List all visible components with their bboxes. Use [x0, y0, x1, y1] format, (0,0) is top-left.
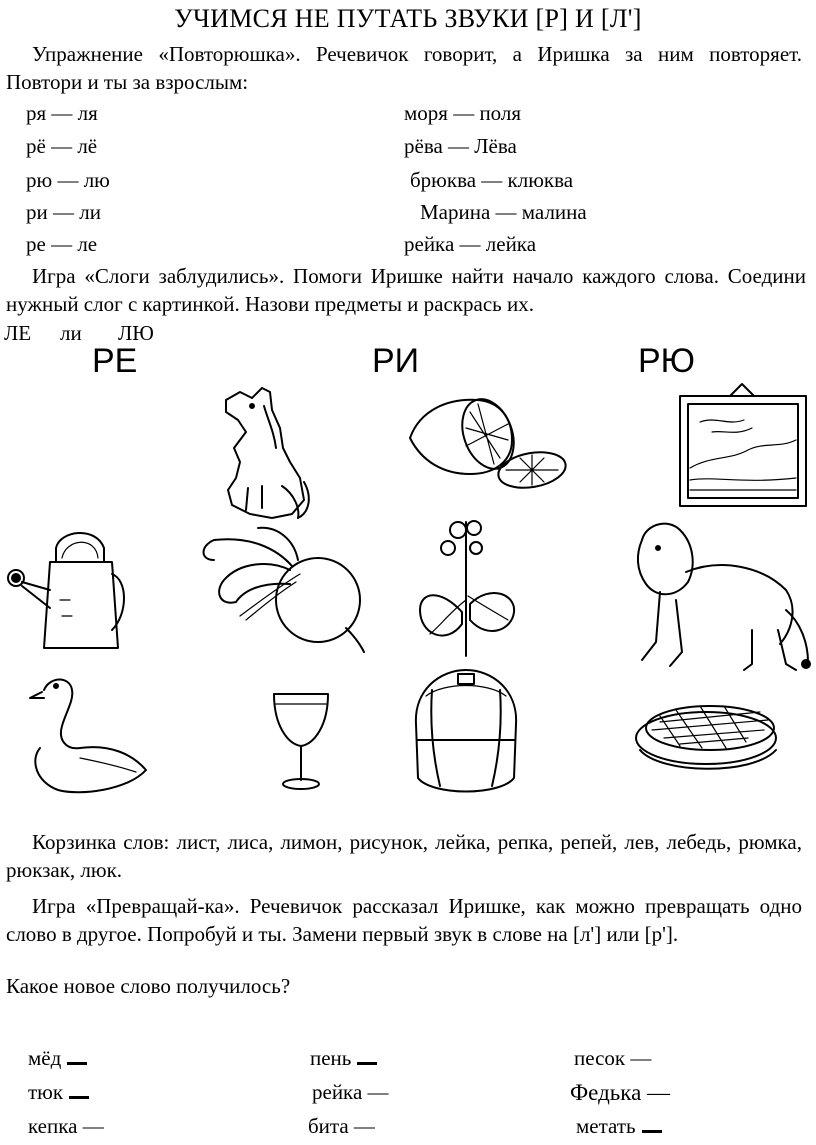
- word-cell: пень: [310, 1046, 377, 1071]
- repeat-left-5: ре — ле: [26, 232, 98, 256]
- answer-blank[interactable]: [69, 1088, 89, 1099]
- repeat-right-2: рёва — Лёва: [404, 134, 517, 158]
- word-cell: песок —: [574, 1046, 652, 1070]
- repeat-left-4: ри — ли: [26, 200, 101, 224]
- game2-intro: Игра «Превращай-ка». Речевичок рассказал Иришке, как можно превращать одно слово в другое. Попробуй и ты. Замени первый звук в слове на [л'] или [р'].: [6, 894, 802, 946]
- game2-question: Какое новое слово получилось?: [6, 974, 291, 998]
- word-cell: кепка —: [28, 1114, 104, 1138]
- word-cell: тюк: [28, 1080, 89, 1105]
- repeat-right-1: моря — поля: [404, 101, 522, 125]
- repeat-right-4: Марина — малина: [420, 200, 587, 224]
- word-cell: рейка —: [312, 1080, 389, 1104]
- game1-intro: Игра «Слоги заблудились». Помоги Иришке найти начало каждого слова. Соедини нужный слог с картинкой. Назови предметы и раскрась их.: [6, 264, 806, 316]
- word-cell: Федька —: [570, 1080, 671, 1105]
- exercise1-intro: Упражнение «Повторюшка». Речевичок говорит, а Иришка за ним повторяет. Повтори и ты за взрослым:: [6, 42, 802, 94]
- answer-blank[interactable]: [357, 1054, 377, 1065]
- repeat-right-3: брюква — клюква: [410, 168, 574, 192]
- word-cell: метать: [576, 1114, 662, 1139]
- small-syllable-lyu: ЛЮ: [118, 321, 154, 345]
- syllable-re: РЕ: [92, 342, 138, 380]
- syllable-ryu: РЮ: [638, 342, 696, 380]
- syllable-ri: РИ: [372, 342, 420, 380]
- small-syllable-le: ЛЕ: [4, 321, 32, 345]
- repeat-left-3: рю — лю: [26, 168, 110, 192]
- word-cell: бита —: [308, 1114, 375, 1138]
- repeat-left-2: рё — лё: [26, 134, 98, 158]
- repeat-right-5: рейка — лейка: [404, 232, 537, 256]
- page-title: УЧИМСЯ НЕ ПУТАТЬ ЗВУКИ [Р] И [Л']: [174, 4, 642, 33]
- answer-blank[interactable]: [67, 1054, 87, 1065]
- small-syllable-li: ли: [60, 321, 82, 345]
- answer-blank[interactable]: [642, 1122, 662, 1133]
- word-basket: Корзинка слов: лист, лиса, лимон, рисунок, лейка, репка, репей, лев, лебедь, рюмка, рюкзак, люк.: [6, 830, 802, 882]
- repeat-left-1: ря — ля: [26, 101, 98, 125]
- word-cell: мёд: [28, 1046, 87, 1071]
